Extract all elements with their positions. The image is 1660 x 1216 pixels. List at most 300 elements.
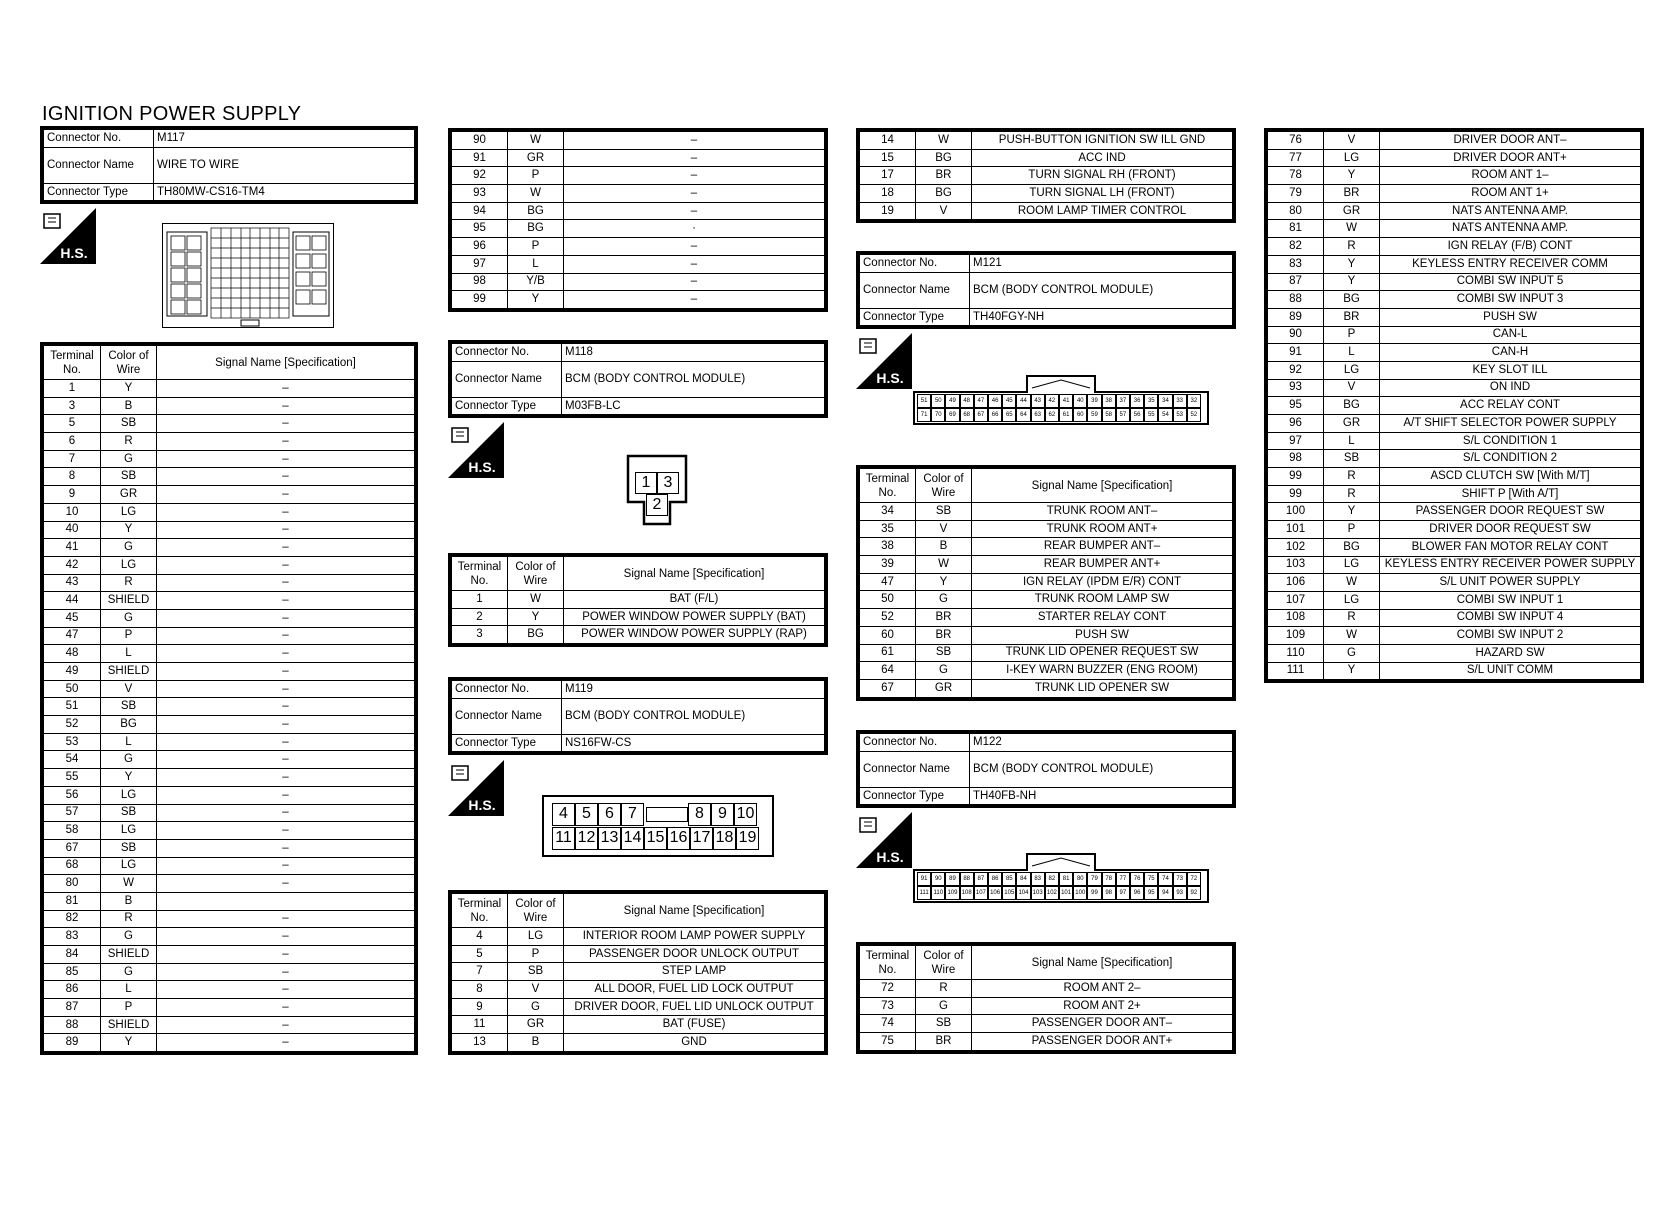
table-row (1268, 308, 1641, 326)
table-row (1268, 521, 1641, 539)
m122-pin: 95 (1144, 886, 1158, 900)
terminal-no-header: Terminal No. (860, 946, 916, 980)
wire-color-cell: Y/B (508, 273, 564, 291)
wire-color-cell: R (916, 980, 972, 998)
terminal-no-cell: 88 (44, 1016, 101, 1034)
table-row (860, 556, 1233, 574)
wire-color-cell: V (508, 981, 564, 999)
m119-pin: 11 (552, 827, 575, 850)
signal-name-cell: BAT (FUSE) (564, 1016, 825, 1034)
m121-terminal-table (856, 465, 1236, 701)
signal-name-cell: – (157, 751, 415, 769)
wire-color-cell: GR (101, 486, 157, 504)
terminal-no-cell: 87 (44, 999, 101, 1017)
wire-color-cell: P (1324, 326, 1380, 344)
signal-name-cell: BLOWER FAN MOTOR RELAY CONT (1380, 538, 1641, 556)
signal-name-cell: – (157, 609, 415, 627)
table-row (452, 220, 825, 238)
wire-color-cell: Y (1324, 167, 1380, 185)
terminal-no-cell: 99 (1268, 485, 1324, 503)
m122-pin: 79 (1087, 872, 1101, 886)
terminal-no-cell: 91 (452, 149, 508, 167)
wire-color-cell: G (101, 450, 157, 468)
wire-color-cell: L (101, 645, 157, 663)
signal-name-cell: S/L UNIT POWER SUPPLY (1380, 574, 1641, 592)
terminal-no-cell: 103 (1268, 556, 1324, 574)
terminal-no-cell: 11 (452, 1016, 508, 1034)
table-row (860, 503, 1233, 521)
table-row (44, 804, 415, 822)
m121-pin: 59 (1087, 408, 1101, 422)
wire-color-cell: P (101, 999, 157, 1017)
terminal-no-cell: 48 (44, 645, 101, 663)
wire-color-cell: SB (101, 698, 157, 716)
terminal-no-cell: 9 (44, 486, 101, 504)
terminal-no-cell: 42 (44, 556, 101, 574)
table-row (1268, 432, 1641, 450)
table-row (1268, 538, 1641, 556)
signal-name-cell: TRUNK ROOM ANT+ (972, 520, 1233, 538)
table-row (44, 380, 415, 398)
connector-no-value: M122 (970, 734, 1233, 752)
m120-cont-table (856, 128, 1236, 223)
m119-pin: 18 (713, 827, 736, 850)
wire-color-cell: SB (101, 415, 157, 433)
wire-color-cell: Y (1324, 503, 1380, 521)
terminal-no-cell: 1 (452, 591, 508, 609)
table-row (1268, 202, 1641, 220)
m121-pin: 35 (1144, 394, 1158, 408)
signal-name-cell: NATS ANTENNA AMP. (1380, 220, 1641, 238)
table-row (44, 698, 415, 716)
wire-color-cell: LG (508, 928, 564, 946)
hs-label: H.S. (468, 797, 496, 813)
m117-rows (44, 380, 415, 1052)
table-row (44, 609, 415, 627)
table-row (44, 928, 415, 946)
signal-name-cell: – (157, 468, 415, 486)
signal-name-cell: PUSH SW (1380, 308, 1641, 326)
wire-color-cell: W (508, 132, 564, 150)
wire-color-cell: G (916, 591, 972, 609)
connector-type-value: TH80MW-CS16-TM4 (154, 183, 415, 201)
wire-color-cell: LG (101, 556, 157, 574)
m117-cont-rows (452, 132, 825, 309)
terminal-no-cell: 38 (860, 538, 916, 556)
terminal-no-cell: 40 (44, 521, 101, 539)
wire-color-cell: LG (1324, 149, 1380, 167)
wire-color-cell: V (1324, 379, 1380, 397)
signal-name-cell: – (157, 946, 415, 964)
wire-color-cell: P (508, 167, 564, 185)
wire-color-cell: G (916, 997, 972, 1015)
m121-pin: 36 (1130, 394, 1144, 408)
wire-color-cell: G (1324, 644, 1380, 662)
signal-header: Signal Name [Specification] (564, 557, 825, 591)
table-row (44, 999, 415, 1017)
signal-name-cell: S/L CONDITION 2 (1380, 450, 1641, 468)
table-row (452, 928, 825, 946)
terminal-no-cell: 78 (1268, 167, 1324, 185)
wire-color-cell: R (101, 910, 157, 928)
table-row (860, 573, 1233, 591)
table-row (44, 910, 415, 928)
table-row (860, 609, 1233, 627)
m122-cont-rows (1268, 132, 1641, 680)
table-row (44, 397, 415, 415)
wire-color-cell: LG (101, 503, 157, 521)
table-row (452, 998, 825, 1016)
m122-info (856, 730, 1236, 808)
terminal-no-cell: 83 (44, 928, 101, 946)
table-row (44, 981, 415, 999)
terminal-no-cell: 84 (44, 946, 101, 964)
terminal-no-cell: 47 (44, 627, 101, 645)
signal-name-cell: – (157, 680, 415, 698)
table-row (860, 626, 1233, 644)
m122-pin: 108 (960, 886, 974, 900)
terminal-no-cell: 96 (452, 238, 508, 256)
color-header: Color of Wire (508, 894, 564, 928)
terminal-no-cell: 92 (1268, 361, 1324, 379)
signal-name-cell: – (157, 539, 415, 557)
terminal-no-cell: 39 (860, 556, 916, 574)
signal-name-cell: – (157, 380, 415, 398)
terminal-no-cell: 91 (1268, 344, 1324, 362)
signal-name-cell: – (157, 503, 415, 521)
wire-color-cell: BG (1324, 397, 1380, 415)
wire-color-cell: V (916, 202, 972, 220)
signal-name-cell: TRUNK ROOM LAMP SW (972, 591, 1233, 609)
terminal-no-cell: 1 (44, 380, 101, 398)
signal-name-cell: DRIVER DOOR REQUEST SW (1380, 521, 1641, 539)
signal-name-cell: KEY SLOT ILL (1380, 361, 1641, 379)
terminal-no-cell: 94 (452, 202, 508, 220)
terminal-no-cell: 35 (860, 520, 916, 538)
connector-no-label: Connector No. (452, 344, 562, 362)
terminal-no-cell: 4 (452, 928, 508, 946)
terminal-no-cell: 93 (452, 185, 508, 203)
m121-pin: 48 (960, 394, 974, 408)
m121-pin: 57 (1116, 408, 1130, 422)
m122-pin: 73 (1173, 872, 1187, 886)
signal-name-cell: – (157, 857, 415, 875)
table-row (452, 202, 825, 220)
signal-name-cell: – (157, 822, 415, 840)
table-row (1268, 591, 1641, 609)
terminal-no-cell: 75 (860, 1033, 916, 1051)
signal-name-cell: – (564, 273, 825, 291)
table-row (44, 486, 415, 504)
table-row (44, 857, 415, 875)
m122-pin: 85 (1002, 872, 1016, 886)
m119-connector-diagram (542, 795, 774, 857)
connector-name-label: Connector Name (860, 751, 970, 787)
terminal-no-cell: 41 (44, 539, 101, 557)
table-row (452, 291, 825, 309)
connector-type-label: Connector Type (860, 787, 970, 805)
m119-pin: 5 (575, 803, 598, 826)
table-row (1268, 503, 1641, 521)
signal-name-cell: REAR BUMPER ANT– (972, 538, 1233, 556)
m122-cont-table (1264, 128, 1644, 683)
table-row (860, 132, 1233, 150)
m122-pin: 90 (931, 872, 945, 886)
signal-name-cell: PASSENGER DOOR REQUEST SW (1380, 503, 1641, 521)
signal-name-cell: IGN RELAY (F/B) CONT (1380, 238, 1641, 256)
terminal-no-cell: 96 (1268, 415, 1324, 433)
table-row (860, 1033, 1233, 1051)
wire-color-cell: SB (1324, 450, 1380, 468)
wire-color-cell: SHIELD (101, 592, 157, 610)
m122-pin: 110 (931, 886, 945, 900)
m119-info (448, 677, 828, 755)
signal-name-cell: – (157, 733, 415, 751)
signal-name-cell: ALL DOOR, FUEL LID LOCK OUTPUT (564, 981, 825, 999)
terminal-no-cell: 81 (44, 892, 101, 910)
signal-name-cell: – (157, 486, 415, 504)
hs-label: H.S. (60, 245, 88, 261)
wire-color-cell: G (916, 662, 972, 680)
signal-name-cell: – (564, 185, 825, 203)
m119-pin: 8 (688, 803, 711, 826)
signal-name-cell: – (157, 521, 415, 539)
table-row (452, 132, 825, 150)
m122-pin: 88 (960, 872, 974, 886)
wire-color-cell: BG (508, 626, 564, 644)
connector-type-label: Connector Type (44, 183, 154, 201)
terminal-no-cell: 98 (452, 273, 508, 291)
wire-color-cell: Y (1324, 273, 1380, 291)
m119-pin: 19 (736, 827, 759, 850)
table-row (452, 945, 825, 963)
terminal-no-cell: 14 (860, 132, 916, 150)
wire-color-cell: LG (1324, 361, 1380, 379)
wire-color-cell: V (916, 520, 972, 538)
wire-color-cell: GR (508, 1016, 564, 1034)
table-row (1268, 361, 1641, 379)
terminal-no-cell: 107 (1268, 591, 1324, 609)
wire-color-cell: G (101, 963, 157, 981)
signal-name-cell: COMBI SW INPUT 3 (1380, 291, 1641, 309)
table-row (1268, 627, 1641, 645)
terminal-no-cell: 13 (452, 1034, 508, 1052)
wire-color-cell: SB (916, 1015, 972, 1033)
connector-no-value: M117 (154, 130, 415, 148)
signal-name-cell: – (157, 875, 415, 893)
table-row (44, 592, 415, 610)
signal-header: Signal Name [Specification] (564, 894, 825, 928)
terminal-no-cell: 95 (1268, 397, 1324, 415)
table-row (1268, 238, 1641, 256)
signal-name-cell: PASSENGER DOOR ANT+ (972, 1033, 1233, 1051)
connector-name-label: Connector Name (452, 361, 562, 397)
table-row (452, 149, 825, 167)
terminal-no-cell: 99 (1268, 468, 1324, 486)
table-row (44, 450, 415, 468)
table-row (44, 503, 415, 521)
signal-name-cell: I-KEY WARN BUZZER (ENG ROOM) (972, 662, 1233, 680)
wire-color-cell: GR (1324, 415, 1380, 433)
signal-name-cell: – (157, 910, 415, 928)
signal-name-cell: ROOM ANT 2– (972, 980, 1233, 998)
m121-pin: 45 (1002, 394, 1016, 408)
m122-pin: 87 (974, 872, 988, 886)
signal-name-cell: – (157, 397, 415, 415)
wire-color-cell: BR (916, 167, 972, 185)
wire-color-cell: BG (916, 149, 972, 167)
terminal-no-cell: 49 (44, 663, 101, 681)
m119-pin: 17 (690, 827, 713, 850)
wire-color-cell: B (916, 538, 972, 556)
table-row (452, 608, 825, 626)
connector-no-value: M118 (562, 344, 825, 362)
terminal-no-cell: 7 (452, 963, 508, 981)
signal-name-cell: – (157, 698, 415, 716)
terminal-no-cell: 102 (1268, 538, 1324, 556)
terminal-no-header: Terminal No. (452, 557, 508, 591)
connector-type-value: NS16FW-CS (562, 734, 825, 752)
terminal-no-cell: 90 (452, 132, 508, 150)
hs-icon (448, 760, 504, 816)
terminal-no-header: Terminal No. (860, 469, 916, 503)
m121-pin: 39 (1087, 394, 1101, 408)
table-row (860, 591, 1233, 609)
table-row (452, 273, 825, 291)
signal-name-cell: STARTER RELAY CONT (972, 609, 1233, 627)
signal-name-cell: GND (564, 1034, 825, 1052)
signal-name-cell: – (157, 716, 415, 734)
terminal-no-cell: 97 (1268, 432, 1324, 450)
signal-name-cell: COMBI SW INPUT 4 (1380, 609, 1641, 627)
wire-color-cell: SHIELD (101, 1016, 157, 1034)
m122-pin: 93 (1173, 886, 1187, 900)
signal-name-cell: STEP LAMP (564, 963, 825, 981)
signal-name-cell: CAN-H (1380, 344, 1641, 362)
terminal-no-cell: 80 (44, 875, 101, 893)
terminal-no-cell: 64 (860, 662, 916, 680)
signal-name-cell: – (157, 963, 415, 981)
terminal-no-cell: 51 (44, 698, 101, 716)
wire-color-cell: R (1324, 485, 1380, 503)
m121-pin: 63 (1031, 408, 1045, 422)
connector-type-value: TH40FGY-NH (970, 308, 1233, 326)
m119-pin: 10 (734, 803, 757, 826)
table-row (860, 644, 1233, 662)
table-row (44, 415, 415, 433)
m121-pin: 33 (1173, 394, 1187, 408)
m122-pin: 91 (917, 872, 931, 886)
table-row (44, 963, 415, 981)
m120-cont-rows (860, 132, 1233, 220)
table-row (860, 980, 1233, 998)
connector-type-value: M03FB-LC (562, 397, 825, 415)
table-row (1268, 415, 1641, 433)
hs-label: H.S. (468, 459, 496, 475)
terminal-no-cell: 77 (1268, 149, 1324, 167)
table-row (44, 645, 415, 663)
wire-color-cell: BG (1324, 291, 1380, 309)
table-row (860, 202, 1233, 220)
connector-no-label: Connector No. (860, 734, 970, 752)
connector-type-value: TH40FB-NH (970, 787, 1233, 805)
table-row (44, 786, 415, 804)
m117-cont-table (448, 128, 828, 312)
m122-pin: 96 (1130, 886, 1144, 900)
wire-color-cell: W (508, 185, 564, 203)
signal-name-cell: – (564, 291, 825, 309)
table-row (1268, 574, 1641, 592)
terminal-no-cell: 3 (44, 397, 101, 415)
m122-pin: 75 (1144, 872, 1158, 886)
table-row (44, 521, 415, 539)
signal-name-cell: – (157, 804, 415, 822)
terminal-no-cell: 87 (1268, 273, 1324, 291)
wire-color-cell: Y (101, 769, 157, 787)
signal-name-cell: ASCD CLUTCH SW [With M/T] (1380, 468, 1641, 486)
wire-color-cell: P (101, 627, 157, 645)
terminal-no-cell: 2 (452, 608, 508, 626)
table-row (44, 751, 415, 769)
wire-color-cell: BR (916, 1033, 972, 1051)
table-row (860, 679, 1233, 697)
terminal-no-cell: 53 (44, 733, 101, 751)
m122-pin: 106 (988, 886, 1002, 900)
signal-name-cell: ROOM ANT 1– (1380, 167, 1641, 185)
m121-pin: 34 (1158, 394, 1172, 408)
wire-color-cell: G (101, 751, 157, 769)
hs-icon (856, 333, 912, 389)
m122-pin: 104 (1016, 886, 1030, 900)
connector-name-value: BCM (BODY CONTROL MODULE) (562, 698, 825, 734)
table-row (1268, 326, 1641, 344)
m117-connector-diagram (162, 223, 334, 328)
table-row (44, 1016, 415, 1034)
wire-color-cell: LG (101, 857, 157, 875)
terminal-no-header: Terminal No. (452, 894, 508, 928)
m122-pin: 77 (1116, 872, 1130, 886)
m122-pin: 97 (1116, 886, 1130, 900)
terminal-no-cell: 72 (860, 980, 916, 998)
m122-pin: 72 (1187, 872, 1201, 886)
m119-pin: 6 (598, 803, 621, 826)
wire-color-cell: SB (508, 963, 564, 981)
m122-connector-diagram (912, 852, 1210, 904)
table-row (44, 433, 415, 451)
m121-pin: 42 (1045, 394, 1059, 408)
table-row (1268, 397, 1641, 415)
hs-label: H.S. (876, 849, 904, 865)
m117-info (40, 126, 418, 204)
m117-terminal-table (40, 342, 418, 1055)
table-row (1268, 149, 1641, 167)
color-header: Color of Wire (101, 346, 157, 380)
wire-color-cell: SB (101, 804, 157, 822)
wire-color-cell: LG (101, 822, 157, 840)
wire-color-cell: SB (101, 468, 157, 486)
connector-type-label: Connector Type (860, 308, 970, 326)
m119-pin: 4 (552, 803, 575, 826)
m121-pin: 55 (1144, 408, 1158, 422)
m122-pin: 102 (1045, 886, 1059, 900)
signal-name-cell: S/L UNIT COMM (1380, 662, 1641, 680)
signal-name-cell: – (157, 999, 415, 1017)
signal-name-cell: TRUNK LID OPENER REQUEST SW (972, 644, 1233, 662)
connector-name-label: Connector Name (452, 698, 562, 734)
connector-name-value: BCM (BODY CONTROL MODULE) (970, 751, 1233, 787)
connector-no-label: Connector No. (452, 681, 562, 699)
m122-pin: 80 (1073, 872, 1087, 886)
